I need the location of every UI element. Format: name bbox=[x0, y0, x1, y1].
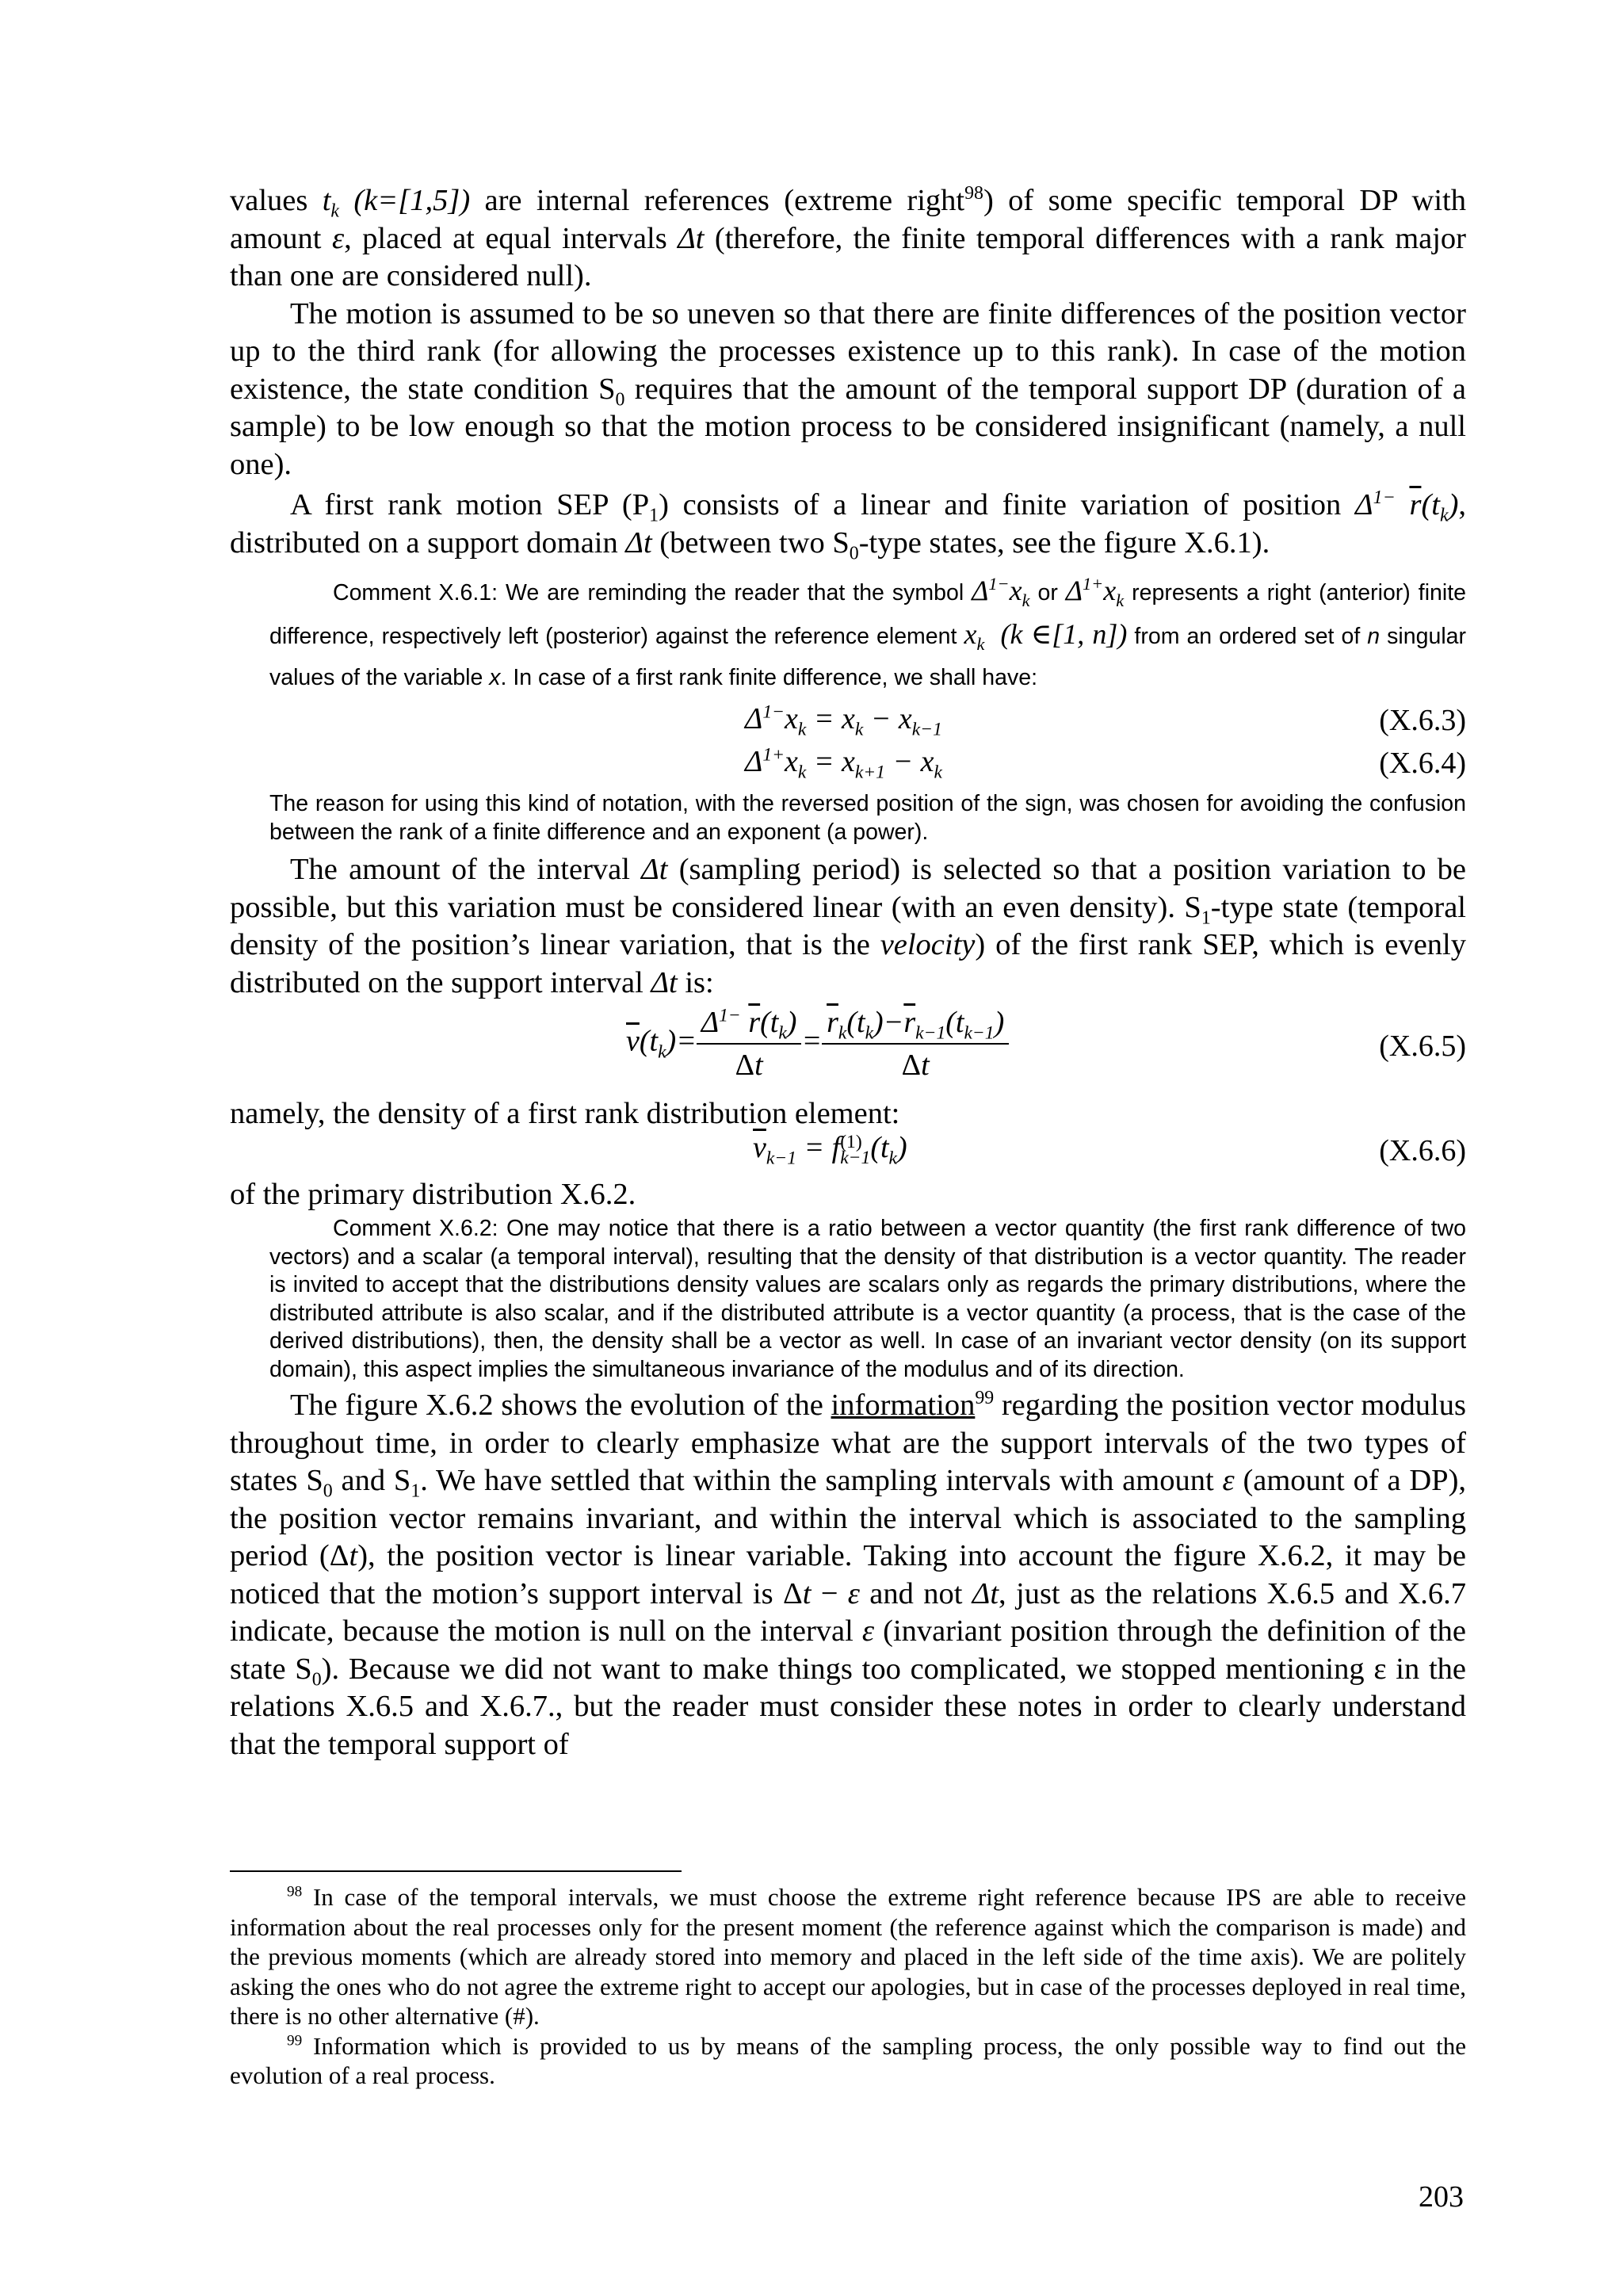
equation-x-6-5-label: (X.6.5) bbox=[1379, 1030, 1466, 1063]
equation-x-6-6-label: (X.6.6) bbox=[1379, 1133, 1466, 1167]
paragraph-5: namely, the density of a first rank distribution element: bbox=[230, 1097, 900, 1130]
footnote-separator bbox=[230, 1870, 682, 1872]
comment-x-6-1 bbox=[230, 570, 1466, 846]
comment-x-6-2: Comment X.6.2: One may notice that there is a ratio between a vector quantity (the first rank difference of two vectors) and a scalar (a temporal interval), resulting that the density of that distribution is a vector quantity. The reader is invited to accept that the distributions density values are scalars only as regards the primary distributions, where the distributed attribute is also scalar, and if the distributed attribute is a vector quantity (a process, that is the case of the derived distributions), then, the density shall be a vector as well. In case of an invariant vector density (on its support domain), this aspect implies the simultaneous invariance of the modulus and of its direction. bbox=[269, 1216, 1466, 1382]
page-body bbox=[230, 182, 1466, 1763]
equation-x-6-6: $\overline{v}_{k-1} = f$ (1) k−1 $(t_k)$ (X.6.6) bbox=[753, 1130, 1466, 1169]
paragraph-1: values $t_k$ (k=[1,5]) are internal references (extreme right$^{98}$) of some specific temporal DP with amount ε, placed at equal intervals Δt (therefore, the finite temporal differences with a rank major than one are considered null). bbox=[230, 183, 1466, 292]
comment-x-6-1-text: Comment X.6.1: We are reminding the reader that the symbol $\Delta^{1-}x_k$ or $\Delta^{1+}x_k$ represents a right (anterior) finite difference, respectively left (posterior) against the reference element $x_k$ (k ∈[1, n]) from an ordered set of n singular values of the variable x. In case of a first rank finite difference, we shall have: bbox=[269, 574, 1466, 690]
footnotes bbox=[230, 1882, 1466, 2091]
page-number: 203 bbox=[1419, 2180, 1464, 2214]
comment-x-6-1-note: The reason for using this kind of notation, with the reversed position of the sign, was chosen for avoiding the confusion between the rank of a finite difference and an exponent (a power). bbox=[269, 791, 1466, 845]
equation-x-6-4: $\Delta^{1+}x_k = x_{k+1} - x_k$ (X.6.4) bbox=[745, 744, 1466, 783]
equation-x-6-5: $\overline{v}(t_k)=$ $\frac{\Delta^{1-} \overline{r}(t_k)}{\Delta t}$ = $\frac{\overline{r}_k(t_k)-\overline{r}_{k-1}(t_{k-1})}{\Delta t}$ (X.6.5) bbox=[626, 1005, 1466, 1082]
equation-x-6-4-label: (X.6.4) bbox=[1379, 747, 1466, 780]
paragraph-6: of the primary distribution X.6.2. bbox=[230, 1177, 636, 1211]
equation-x-6-3: $\Delta^{1-}x_k = x_k - x_{k-1}$ (X.6.3) bbox=[745, 701, 1466, 740]
paragraph-4: The amount of the interval Δt (sampling period) is selected so that a position variation to be possible, but this variation must be considered linear (with an even density). $S_1$-type state (temporal density of the position’s linear variation, that is the velocity) of the first rank SEP, which is evenly distributed on the support interval Δt is: bbox=[230, 853, 1467, 999]
footnote-98: $^{98}$ In case of the temporal intervals, we must choose the extreme right reference because IPS are able to receive information about the real processes only for the present moment (the reference against which the comparison is made) and the previous moments (which are already stored into memory and placed in the left side of the time axis). We are politely asking the ones who do not agree the extreme right to accept our apologies, but in case of the processes deployed in real time, there is no other alternative (#). bbox=[230, 1883, 1466, 2030]
paragraph-7: The figure X.6.2 shows the evolution of the information$^{99}$ regarding the position vector modulus throughout time, in order to clearly emphasize what are the support intervals of the two types of states $S_0$ and $S_1$. We have settled that within the sampling intervals with amount ε (amount of a DP), the position vector remains invariant, and within the interval which is associated to the sampling period (Δt), the position vector is linear variable. Taking into account the figure X.6.2, it may be noticed that the motion’s support interval is Δt − ε and not Δt, just as the relations X.6.5 and X.6.7 indicate, because the motion is null on the interval ε (invariant position through the definition of the state $S_0$). Because we did not want to make things too complicated, we stopped mentioning ε in the relations X.6.5 and X.6.7., but the reader must consider these notes in order to clearly understand that the temporal support of bbox=[230, 1388, 1467, 1761]
footnote-99: $^{99}$ Information which is provided to us by means of the sampling process, the only possible way to find out the evolution of a real process. bbox=[230, 2031, 1466, 2089]
paragraph-2: The motion is assumed to be so uneven so that there are finite differences of the position vector up to the third rank (for allowing the processes existence up to this rank). In case of the motion existence, the state condition $S_0$ requires that the amount of the temporal support DP (duration of a sample) to be low enough so that the motion process to be considered insignificant (namely, a null one). bbox=[230, 296, 1467, 481]
equation-x-6-3-label: (X.6.3) bbox=[1379, 704, 1466, 737]
paragraph-3: A first rank motion SEP $(P_1)$ consists of a linear and finite variation of position $\Delta^{1-}$ $\overline{r}(t_k)$, distributed on a support domain Δt (between two $S_0$-type states, see the figure X.6.1). bbox=[230, 487, 1467, 564]
